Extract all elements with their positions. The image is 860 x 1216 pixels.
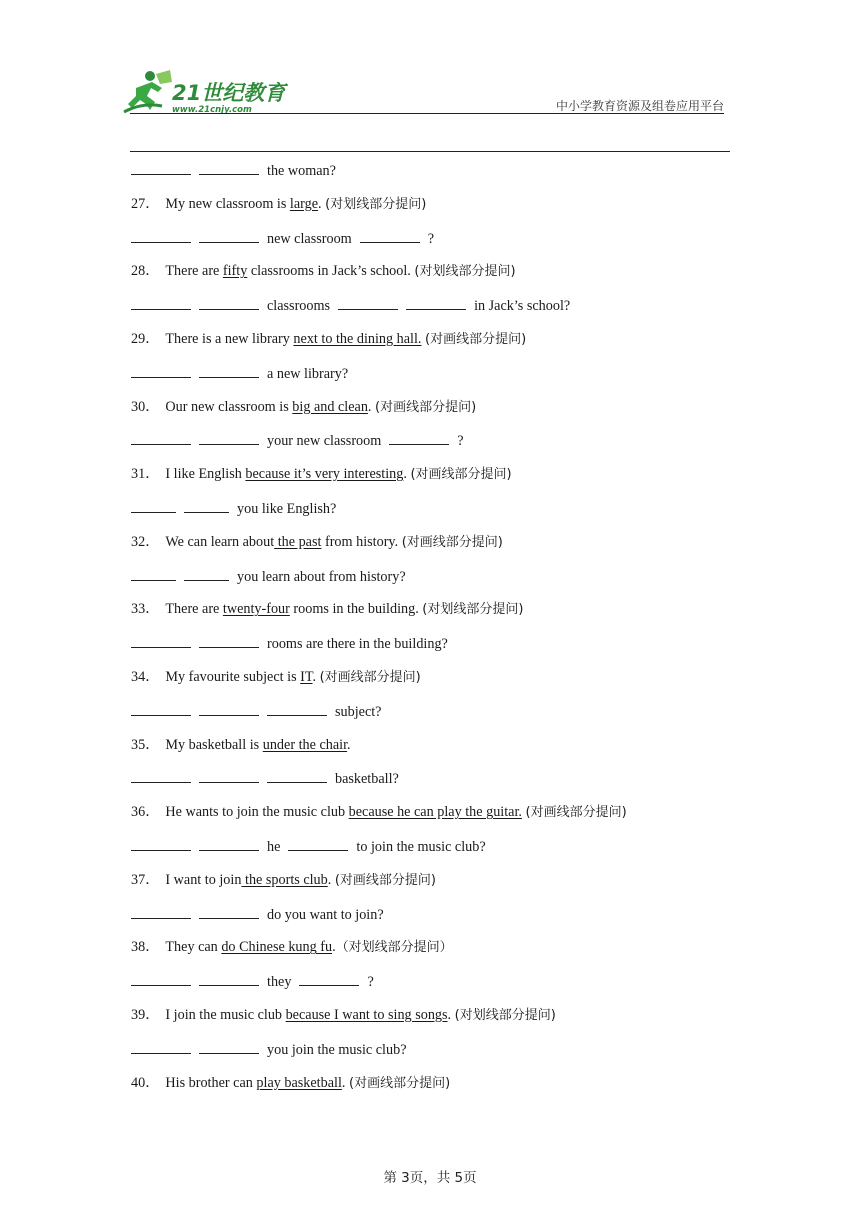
answer-blank (199, 904, 259, 919)
answer-blank (131, 363, 191, 378)
answer-text: basketball? (335, 771, 399, 788)
underlined-phrase: because it’s very interesting (245, 466, 404, 483)
question-text: He wants to join the music club (165, 804, 349, 821)
underlined-phrase: fifty (222, 263, 248, 280)
underlined-phrase: the past (274, 533, 322, 550)
page-footer: 第 3页，共 5页 (383, 1170, 477, 1186)
logo-wordmark: 21世纪教育 (172, 81, 286, 105)
question-text: There is a new library (165, 330, 294, 347)
answer-blank (389, 430, 449, 445)
underlined-phrase: under the chair (262, 736, 348, 753)
answer-text: you join the music club? (267, 1041, 407, 1058)
question-line (131, 1073, 731, 1107)
question-text: . (312, 668, 320, 685)
underlined-phrase: the sports club (241, 871, 328, 888)
question-text: They can (165, 939, 222, 956)
answer-blank (131, 498, 176, 513)
answer-blank (131, 971, 191, 986)
underlined-phrase: next to the dining hall. (293, 330, 422, 347)
answer-line (131, 498, 731, 532)
underlined-phrase: because he can play the guitar. (348, 804, 522, 821)
underlined-phrase: because I want to sing songs (285, 1006, 448, 1023)
instruction-note: (对画线部分提问) (401, 534, 503, 550)
answer-text: ? (367, 974, 374, 991)
instruction-note: (对画线部分提问) (425, 331, 527, 347)
runner-icon (124, 70, 172, 112)
answer-text: ? (427, 230, 435, 247)
instruction-note: (对画线部分提问) (410, 467, 512, 483)
site-logo (122, 68, 292, 118)
answer-blank (199, 768, 259, 783)
answer-blank (199, 160, 259, 175)
question-line (131, 667, 731, 701)
question-line (131, 464, 731, 498)
answer-text: he (267, 838, 281, 855)
question-number: 29． (131, 330, 160, 347)
underlined-phrase: large (289, 195, 319, 212)
answer-blank (299, 971, 359, 986)
answer-blank (131, 566, 176, 581)
answer-text: the woman? (267, 163, 336, 179)
question-number: 30． (131, 398, 160, 415)
answer-blank (199, 701, 259, 716)
header-divider (130, 113, 724, 114)
question-number: 35． (131, 736, 160, 753)
answer-blank (131, 768, 191, 783)
answer-text: to join the music club? (356, 838, 486, 855)
question-text: . (327, 871, 335, 888)
question-line (131, 937, 731, 971)
underlined-phrase: do Chinese kung fu (221, 939, 333, 956)
question-text: classrooms in Jack’s school. (247, 263, 415, 280)
underlined-phrase: play basketball (256, 1074, 342, 1091)
answer-blank (131, 160, 191, 175)
question-text: . (403, 466, 411, 483)
question-number: 33． (131, 601, 160, 618)
answer-blank (131, 633, 191, 648)
answer-blank (131, 228, 191, 243)
answer-text: rooms are there in the building? (267, 636, 448, 653)
question-number: 31． (131, 466, 160, 483)
logo-url: www.21cnjy.com (172, 105, 252, 115)
underlined-phrase: big and clean (292, 398, 368, 415)
instruction-note: (对划线部分提问) (414, 264, 516, 280)
question-text: . (367, 398, 376, 415)
instruction-note: (对画线部分提问) (319, 669, 421, 685)
question-number: 40． (131, 1074, 160, 1091)
question-text: . (347, 736, 351, 753)
answer-blank (406, 295, 466, 310)
answer-blank (199, 228, 259, 243)
answer-blank (131, 1039, 191, 1054)
question-number: 39． (131, 1006, 160, 1023)
answer-blank (338, 295, 398, 310)
question-line (131, 194, 731, 228)
site-title: 中小学教育资源及组卷应用平台 (555, 99, 724, 113)
answer-line (131, 566, 731, 600)
question-text: My new classroom is (165, 195, 290, 212)
answer-text: subject? (335, 703, 382, 720)
answer-blank (199, 836, 259, 851)
instruction-note: (对划线部分提问) (325, 196, 427, 212)
instruction-note: (对划线部分提问) (454, 1007, 556, 1023)
answer-blank (267, 701, 327, 716)
answer-blank (131, 836, 191, 851)
answer-blank (267, 768, 327, 783)
question-line (131, 1005, 731, 1039)
answer-blank (184, 566, 229, 581)
instruction-note: (对画线部分提问) (375, 399, 477, 415)
question-number: 28． (131, 263, 160, 280)
question-number: 34． (131, 668, 160, 685)
question-line (131, 261, 731, 295)
answer-line (131, 160, 731, 194)
answer-line (131, 701, 731, 735)
question-text: There are (165, 601, 223, 618)
answer-text: you like English? (237, 500, 337, 517)
answer-text: do you want to join? (267, 906, 384, 923)
question-line (131, 329, 731, 363)
answer-text: you learn about from history? (237, 568, 406, 585)
question-number: 27． (131, 195, 160, 212)
answer-line (131, 904, 731, 938)
question-line (131, 735, 731, 769)
question-text: I want to join (165, 871, 242, 888)
answer-blank (131, 904, 191, 919)
answer-text: ? (457, 433, 464, 450)
question-text: My basketball is (165, 736, 263, 753)
answer-line (131, 228, 731, 262)
answer-line (131, 295, 731, 329)
answer-blank (199, 971, 259, 986)
question-number: 32． (131, 533, 160, 550)
answer-blank (199, 430, 259, 445)
instruction-note: (对画线部分提问) (349, 1075, 451, 1091)
question-text: We can learn about (165, 533, 275, 550)
answer-line (131, 836, 731, 870)
question-text: My favourite subject is (165, 668, 301, 685)
question-text: I join the music club (165, 1006, 286, 1023)
question-text: . (341, 1074, 349, 1091)
answer-line (131, 768, 731, 802)
answer-text: they (267, 974, 292, 991)
question-text: . (332, 939, 336, 956)
question-number: 37． (131, 871, 160, 888)
answer-blank (199, 1039, 259, 1054)
answer-text: new classroom (267, 230, 352, 247)
question-text: rooms in the building. (289, 601, 423, 618)
question-line (131, 397, 731, 431)
question-number: 38． (131, 939, 160, 956)
question-text: . (318, 195, 326, 212)
instruction-note: (对画线部分提问) (525, 805, 627, 821)
question-number: 36． (131, 804, 160, 821)
exercise-list (131, 160, 731, 1106)
answer-blank (131, 701, 191, 716)
answer-text: a new library? (267, 365, 349, 382)
answer-line (131, 430, 731, 464)
answer-blank (184, 498, 229, 513)
instruction-note: (对划线部分提问) (422, 602, 524, 618)
answer-blank (131, 430, 191, 445)
question-line (131, 599, 731, 633)
answer-text: in Jack’s school? (474, 298, 571, 315)
answer-line (131, 363, 731, 397)
answer-line (131, 633, 731, 667)
underlined-phrase: twenty-four (222, 601, 290, 618)
question-line (131, 870, 731, 904)
question-text: There are (165, 263, 223, 280)
question-text: from history. (321, 533, 402, 550)
question-text: His brother can (165, 1074, 257, 1091)
answer-blank (199, 363, 259, 378)
question-text: . (447, 1006, 455, 1023)
underlined-phrase: IT (300, 668, 313, 685)
question-text: I like English (165, 466, 246, 483)
question-line (131, 802, 731, 836)
answer-text: classrooms (267, 298, 331, 315)
instruction-note: （对划线部分提问） (335, 940, 453, 956)
answer-blank (199, 295, 259, 310)
answer-line (131, 1039, 731, 1073)
answer-text: your new classroom (267, 433, 382, 450)
answer-line (131, 971, 731, 1005)
instruction-note: (对画线部分提问) (334, 872, 436, 888)
question-text: Our new classroom is (165, 398, 293, 415)
answer-blank (131, 295, 191, 310)
answer-blank (288, 836, 348, 851)
answer-blank (360, 228, 420, 243)
section-divider (130, 151, 730, 152)
answer-blank (199, 633, 259, 648)
question-line (131, 532, 731, 566)
